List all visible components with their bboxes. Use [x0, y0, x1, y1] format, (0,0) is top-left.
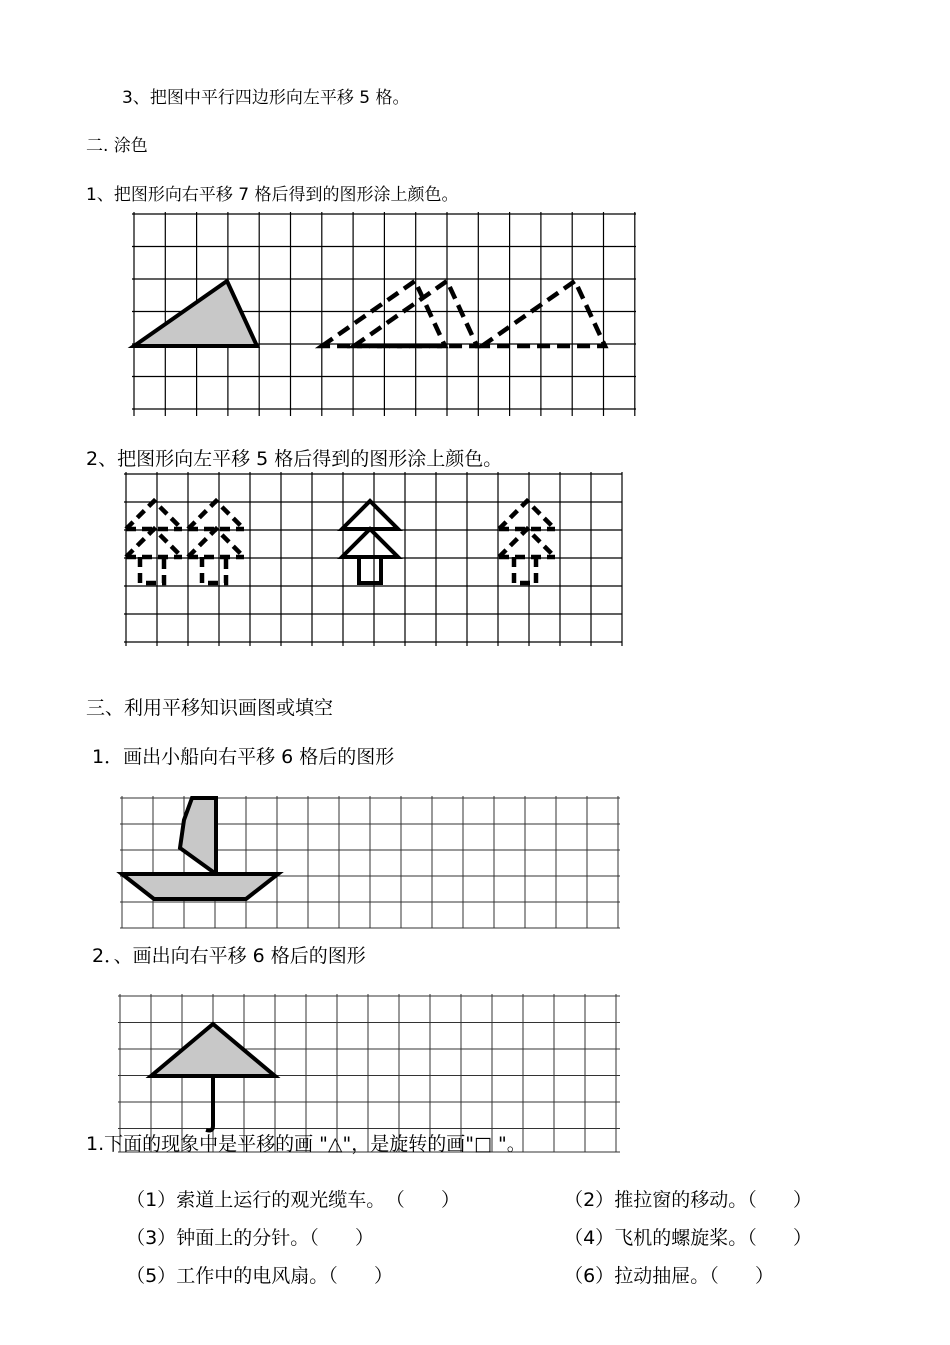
dashed-tree-1 — [126, 501, 182, 583]
item-2 — [552, 1172, 812, 1210]
item-3-num: （3） — [126, 1227, 177, 1249]
original-triangle — [134, 281, 257, 346]
dashed-tree-2 — [188, 501, 244, 583]
item-3-text: 3、把图中平行四边形向左平移 5 格。 — [122, 88, 410, 108]
item-4-blank[interactable]: （ ） — [747, 1227, 812, 1249]
section-2-heading: 二. 涂色 — [86, 136, 148, 156]
grid-2-trees — [124, 472, 624, 648]
section-2-question-1: 1、把图形向右平移 7 格后得到的图形涂上颜色。 — [86, 185, 459, 205]
section-2-question-2: 2、把图形向左平移 5 格后得到的图形涂上颜色。 — [86, 448, 503, 470]
section-3-heading: 三、利用平移知识画图或填空 — [86, 697, 334, 719]
section-3-question-1: 1．画出小船向右平移 6 格后的图形 — [92, 746, 395, 768]
item-3-text: 钟面上的分针。 — [176, 1227, 310, 1249]
item-6-num: （6） — [564, 1265, 615, 1287]
umbrella — [151, 1024, 275, 1131]
item-1-text: 索道上运行的观光缆车。 — [176, 1189, 386, 1211]
item-6-blank[interactable]: （ ） — [709, 1265, 774, 1287]
original-tree — [342, 501, 398, 583]
item-6 — [552, 1248, 774, 1286]
item-4-num: （4） — [564, 1227, 615, 1249]
item-2-blank[interactable]: （ ） — [747, 1189, 812, 1211]
item-5-text: 工作中的电风扇。 — [176, 1265, 329, 1287]
item-2-text: 推拉窗的移动。 — [614, 1189, 748, 1211]
item-4 — [552, 1210, 812, 1248]
boat — [122, 798, 278, 899]
item-3 — [114, 1210, 374, 1248]
section-3-question-2: 2．、画出向右平移 6 格后的图形 — [92, 945, 366, 967]
section-4-prompt: 1.下面的现象中是平移的画 "△"，是旋转的画"□ "。 — [86, 1133, 526, 1155]
grid-3-boat — [120, 796, 622, 930]
item-1 — [114, 1172, 460, 1210]
dashed-tree-3 — [499, 501, 555, 583]
item-5-blank[interactable]: （ ） — [328, 1265, 393, 1287]
dashed-triangle-c — [482, 281, 605, 346]
grid-4-umbrella — [118, 994, 622, 1154]
item-1-num: （1） — [126, 1189, 177, 1211]
item-5 — [114, 1248, 393, 1286]
grid-1-triangles — [132, 212, 638, 418]
item-2-num: （2） — [564, 1189, 615, 1211]
item-5-num: （5） — [126, 1265, 177, 1287]
dashed-triangle-a — [322, 281, 445, 346]
item-1-blank[interactable]: （ ） — [395, 1189, 460, 1211]
item-3-blank[interactable]: （ ） — [309, 1227, 374, 1249]
item-4-text: 飞机的螺旋桨。 — [614, 1227, 748, 1249]
item-6-text: 拉动抽屉。 — [614, 1265, 710, 1287]
